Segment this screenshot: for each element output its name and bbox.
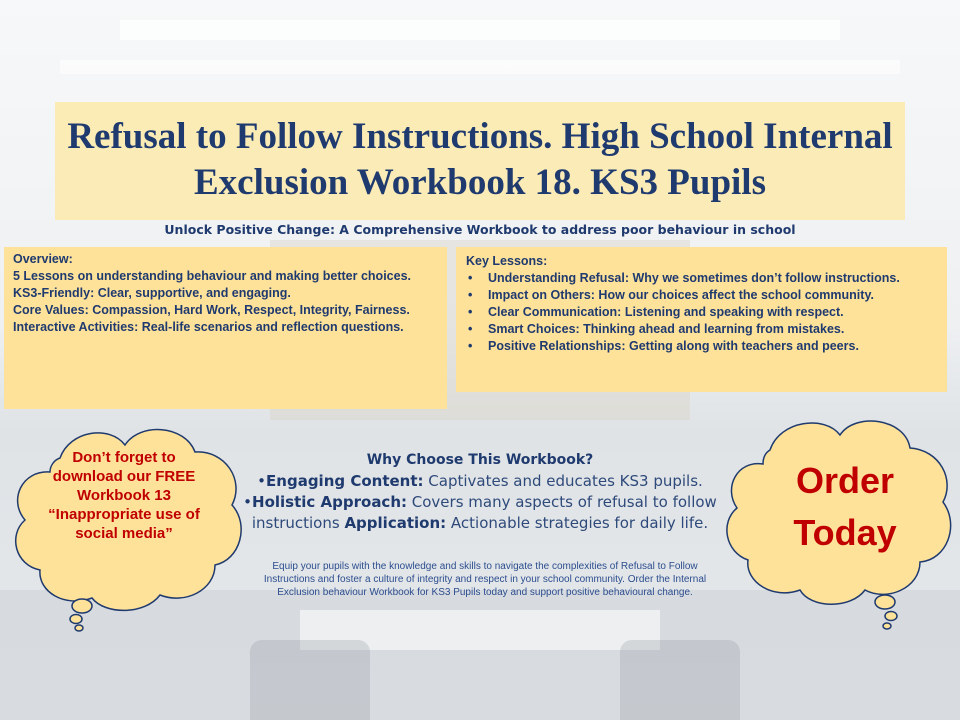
ceiling-light bbox=[60, 60, 900, 74]
why-choose-section bbox=[240, 450, 720, 534]
overview-panel bbox=[4, 247, 447, 409]
why-point-text: Captivates and educates KS3 pupils. bbox=[423, 472, 703, 490]
why-point: •Engaging Content: Captivates and educates KS3 pupils. bbox=[257, 472, 703, 490]
key-lessons-panel bbox=[456, 247, 947, 392]
lesson-item: • Positive Relationships: Getting along with teachers and peers. bbox=[488, 338, 937, 355]
page-title: Refusal to Follow Instructions. High School Internal Exclusion Workbook 18. KS3 Pupils bbox=[67, 116, 893, 203]
key-lessons-heading: Key Lessons: bbox=[466, 254, 548, 268]
overview-line: 5 Lessons on understanding behaviour and making better choices. bbox=[13, 269, 411, 283]
overview-line: Interactive Activities: Real-life scenarios and reflection questions. bbox=[13, 320, 404, 334]
chair bbox=[250, 640, 370, 720]
why-point-label: Application: bbox=[344, 514, 447, 532]
lesson-item: • Impact on Others: How our choices affect the school community. bbox=[488, 287, 937, 304]
ceiling-light bbox=[120, 20, 840, 40]
lesson-item: • Understanding Refusal: Why we sometimes don’t follow instructions. bbox=[488, 270, 937, 287]
today-line: Today bbox=[793, 512, 897, 553]
why-point-text: Actionable strategies for daily life. bbox=[446, 514, 709, 532]
why-point-label: Engaging Content: bbox=[266, 472, 424, 490]
lesson-item: • Clear Communication: Listening and speaking with respect. bbox=[488, 304, 937, 321]
chair bbox=[620, 640, 740, 720]
lesson-item: • Smart Choices: Thinking ahead and learning from mistakes. bbox=[488, 321, 937, 338]
overview-line: Core Values: Compassion, Hard Work, Respect, Integrity, Fairness. bbox=[13, 303, 410, 317]
equip-paragraph: Equip your pupils with the knowledge and skills to navigate the complexities of Refusal to Follow Instructions and foster a culture of integrity and respect in your school community. Order the Internal Exclusion behaviour Workbook for KS3 Pupils today and support positive behavioural change. bbox=[263, 561, 707, 598]
overview-heading: Overview: bbox=[13, 252, 73, 266]
why-point: •Holistic Approach: Covers many aspects of refusal to follow instructions Application: Actionable strategies for daily life. bbox=[243, 493, 717, 532]
overview-line: KS3-Friendly: Clear, supportive, and engaging. bbox=[13, 286, 291, 300]
subtitle: Unlock Positive Change: A Comprehensive Workbook to address poor behaviour in school bbox=[164, 222, 796, 237]
why-heading: Why Choose This Workbook? bbox=[366, 452, 594, 468]
order-line: Order bbox=[795, 460, 895, 501]
key-lessons-list bbox=[466, 270, 937, 355]
why-point-label: Holistic Approach: bbox=[252, 493, 408, 511]
cloud-left-text: Don’t forget to download our FREE Workbook 13 “Inappropriate use of social media” bbox=[48, 449, 200, 542]
why-point-text: Covers many aspects of refusal to follow instructions bbox=[251, 493, 717, 532]
order-today-cta[interactable] bbox=[740, 455, 950, 559]
